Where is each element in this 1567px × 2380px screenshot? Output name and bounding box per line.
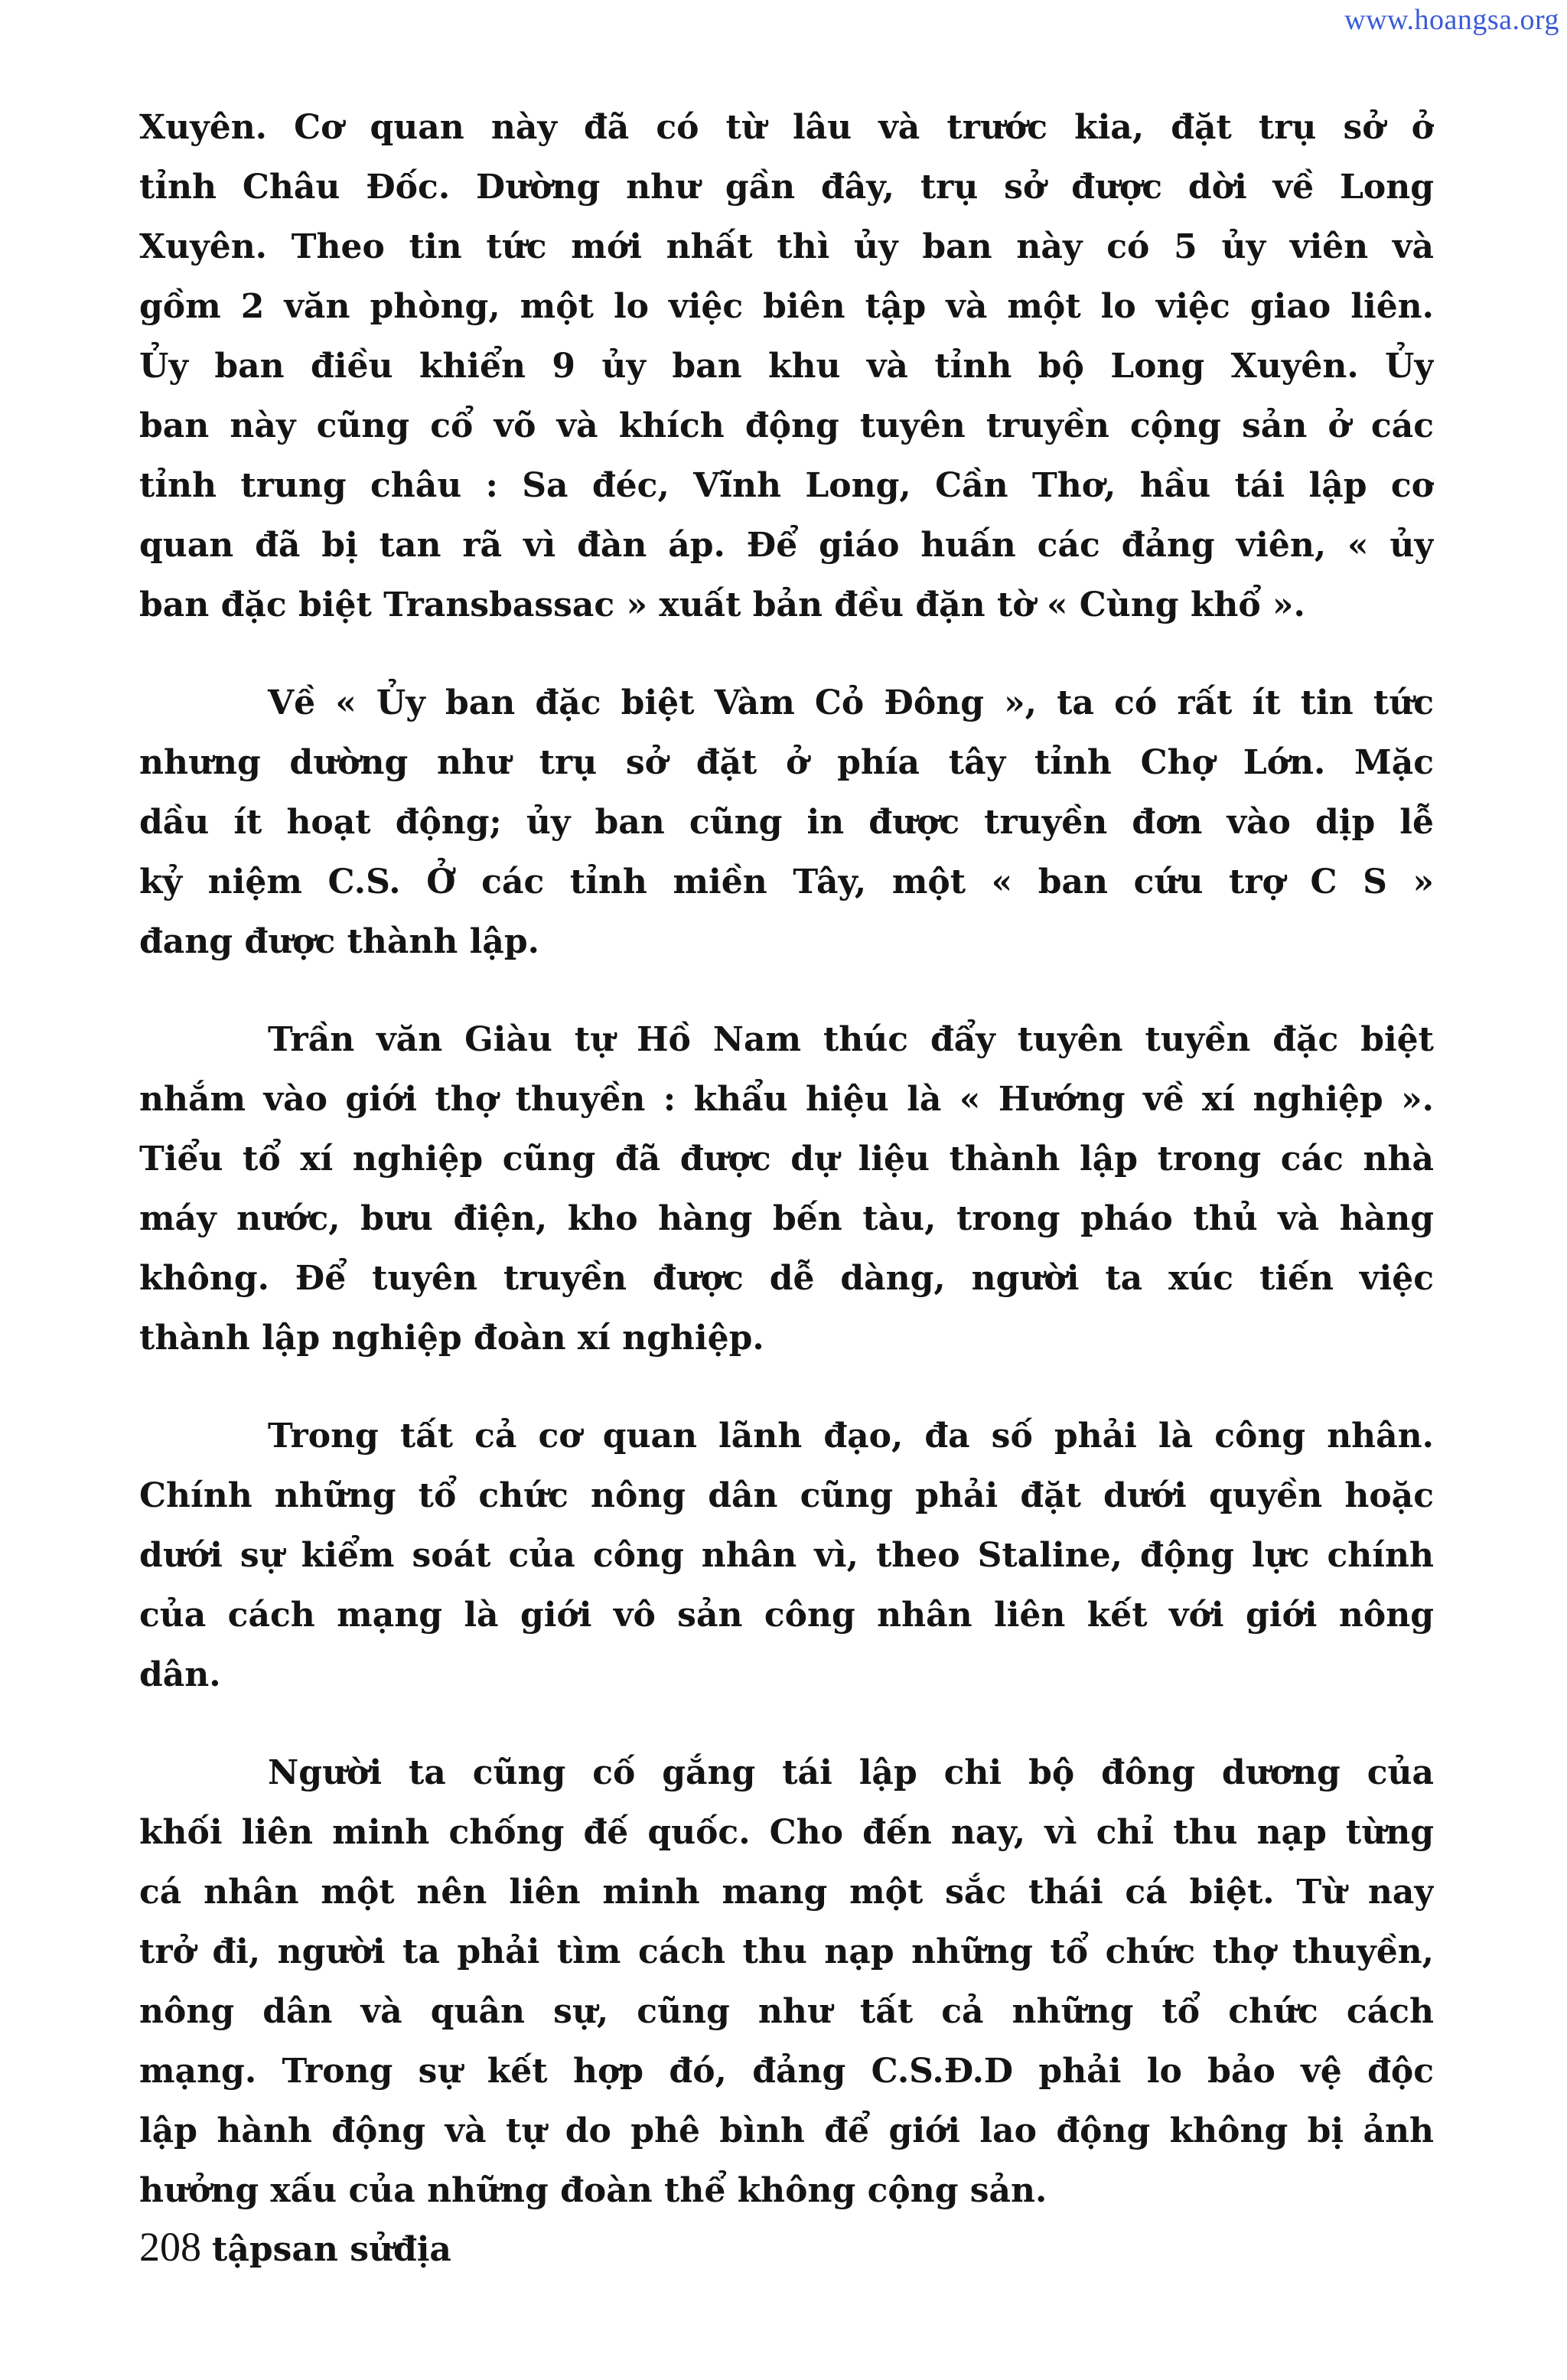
paragraph-3 bbox=[139, 1010, 1434, 1368]
text-line: Tiểu tổ xí nghiệp cũng đã được dự liệu thành lập trong các nhà bbox=[139, 1139, 1434, 1179]
text-line: trở đi, người ta phải tìm cách thu nạp những tổ chức thợ thuyền, bbox=[139, 1932, 1434, 1971]
text-line: không. Để tuyên truyền được dễ dàng, người ta xúc tiến việc bbox=[139, 1259, 1434, 1298]
text-line: dầu ít hoạt động; ủy ban cũng in được truyền đơn vào dịp lễ bbox=[139, 803, 1434, 842]
text-line: mạng. Trong sự kết hợp đó, đảng C.S.Đ.D phải lo bảo vệ độc bbox=[139, 2052, 1434, 2091]
text-line: ban đặc biệt Transbassac » xuất bản đều đặn tờ « Cùng khổ ». bbox=[139, 585, 1305, 624]
text-line: Xuyên. Cơ quan này đã có từ lâu và trước kia, đặt trụ sở ở bbox=[139, 108, 1434, 147]
text-line: lập hành động và tự do phê bình để giới lao động không bị ảnh bbox=[139, 2111, 1434, 2150]
paragraph-4 bbox=[139, 1407, 1434, 1705]
paragraph-5 bbox=[139, 1743, 1434, 2221]
text-line: của cách mạng là giới vô sản công nhân liên kết với giới nông bbox=[139, 1596, 1434, 1635]
text-line: máy nước, bưu điện, kho hàng bến tàu, trong pháo thủ và hàng bbox=[139, 1199, 1434, 1238]
site-watermark: www.hoangsa.org bbox=[1344, 4, 1559, 36]
text-line: ban này cũng cổ võ và khích động tuyên truyền cộng sản ở các bbox=[139, 406, 1434, 445]
paragraph-2 bbox=[139, 673, 1434, 972]
text-line: kỷ niệm C.S. Ở các tỉnh miền Tây, một « ban cứu trợ C S » bbox=[139, 862, 1434, 901]
text-line: cá nhân một nên liên minh mang một sắc thái cá biệt. Từ nay bbox=[139, 1873, 1434, 1912]
text-line: khối liên minh chống đế quốc. Cho đến nay, vì chỉ thu nạp từng bbox=[139, 1813, 1434, 1852]
text-line: Ủy ban điều khiển 9 ủy ban khu và tỉnh bộ Long Xuyên. Ủy bbox=[139, 347, 1434, 386]
text-line: quan đã bị tan rã vì đàn áp. Để giáo huấn các đảng viên, « ủy bbox=[139, 526, 1434, 565]
page-footer bbox=[139, 2223, 451, 2271]
text-line: Trong tất cả cơ quan lãnh đạo, đa số phải là công nhân. bbox=[268, 1417, 1434, 1456]
page-number: 208 bbox=[139, 2224, 201, 2270]
text-line: hưởng xấu của những đoàn thể không cộng sản. bbox=[139, 2171, 1047, 2210]
text-line: nông dân và quân sự, cũng như tất cả những tổ chức cách bbox=[139, 1992, 1434, 2031]
text-line: tỉnh Châu Đốc. Dường như gần đây, trụ sở được dời về Long bbox=[139, 168, 1434, 207]
text-line: Về « Ủy ban đặc biệt Vàm Cỏ Đông », ta có rất ít tin tức bbox=[268, 683, 1434, 722]
text-line: Chính những tổ chức nông dân cũng phải đặt dưới quyền hoặc bbox=[139, 1476, 1434, 1515]
text-line: nhưng dường như trụ sở đặt ở phía tây tỉnh Chợ Lớn. Mặc bbox=[139, 743, 1434, 782]
paragraph-1 bbox=[139, 98, 1434, 635]
page-body bbox=[139, 98, 1434, 2259]
text-line: đang được thành lập. bbox=[139, 922, 539, 961]
text-line: gồm 2 văn phòng, một lo việc biên tập và một lo việc giao liên. bbox=[139, 287, 1434, 326]
text-line: dưới sự kiểm soát của công nhân vì, theo Staline, động lực chính bbox=[139, 1536, 1434, 1575]
text-line: nhắm vào giới thợ thuyền : khẩu hiệu là « Hướng về xí nghiệp ». bbox=[139, 1080, 1434, 1119]
text-line: tỉnh trung châu : Sa đéc, Vĩnh Long, Cần Thơ, hầu tái lập cơ bbox=[139, 466, 1434, 505]
text-line: dân. bbox=[139, 1655, 221, 1694]
text-line: Người ta cũng cố gắng tái lập chi bộ đông dương của bbox=[268, 1753, 1434, 1792]
text-line: Xuyên. Theo tin tức mới nhất thì ủy ban này có 5 ủy viên và bbox=[139, 227, 1434, 266]
text-line: thành lập nghiệp đoàn xí nghiệp. bbox=[139, 1319, 764, 1358]
text-line: Trần văn Giàu tự Hồ Nam thúc đẩy tuyên tuyền đặc biệt bbox=[268, 1020, 1434, 1059]
journal-name: tậpsan sửđịa bbox=[212, 2230, 451, 2269]
